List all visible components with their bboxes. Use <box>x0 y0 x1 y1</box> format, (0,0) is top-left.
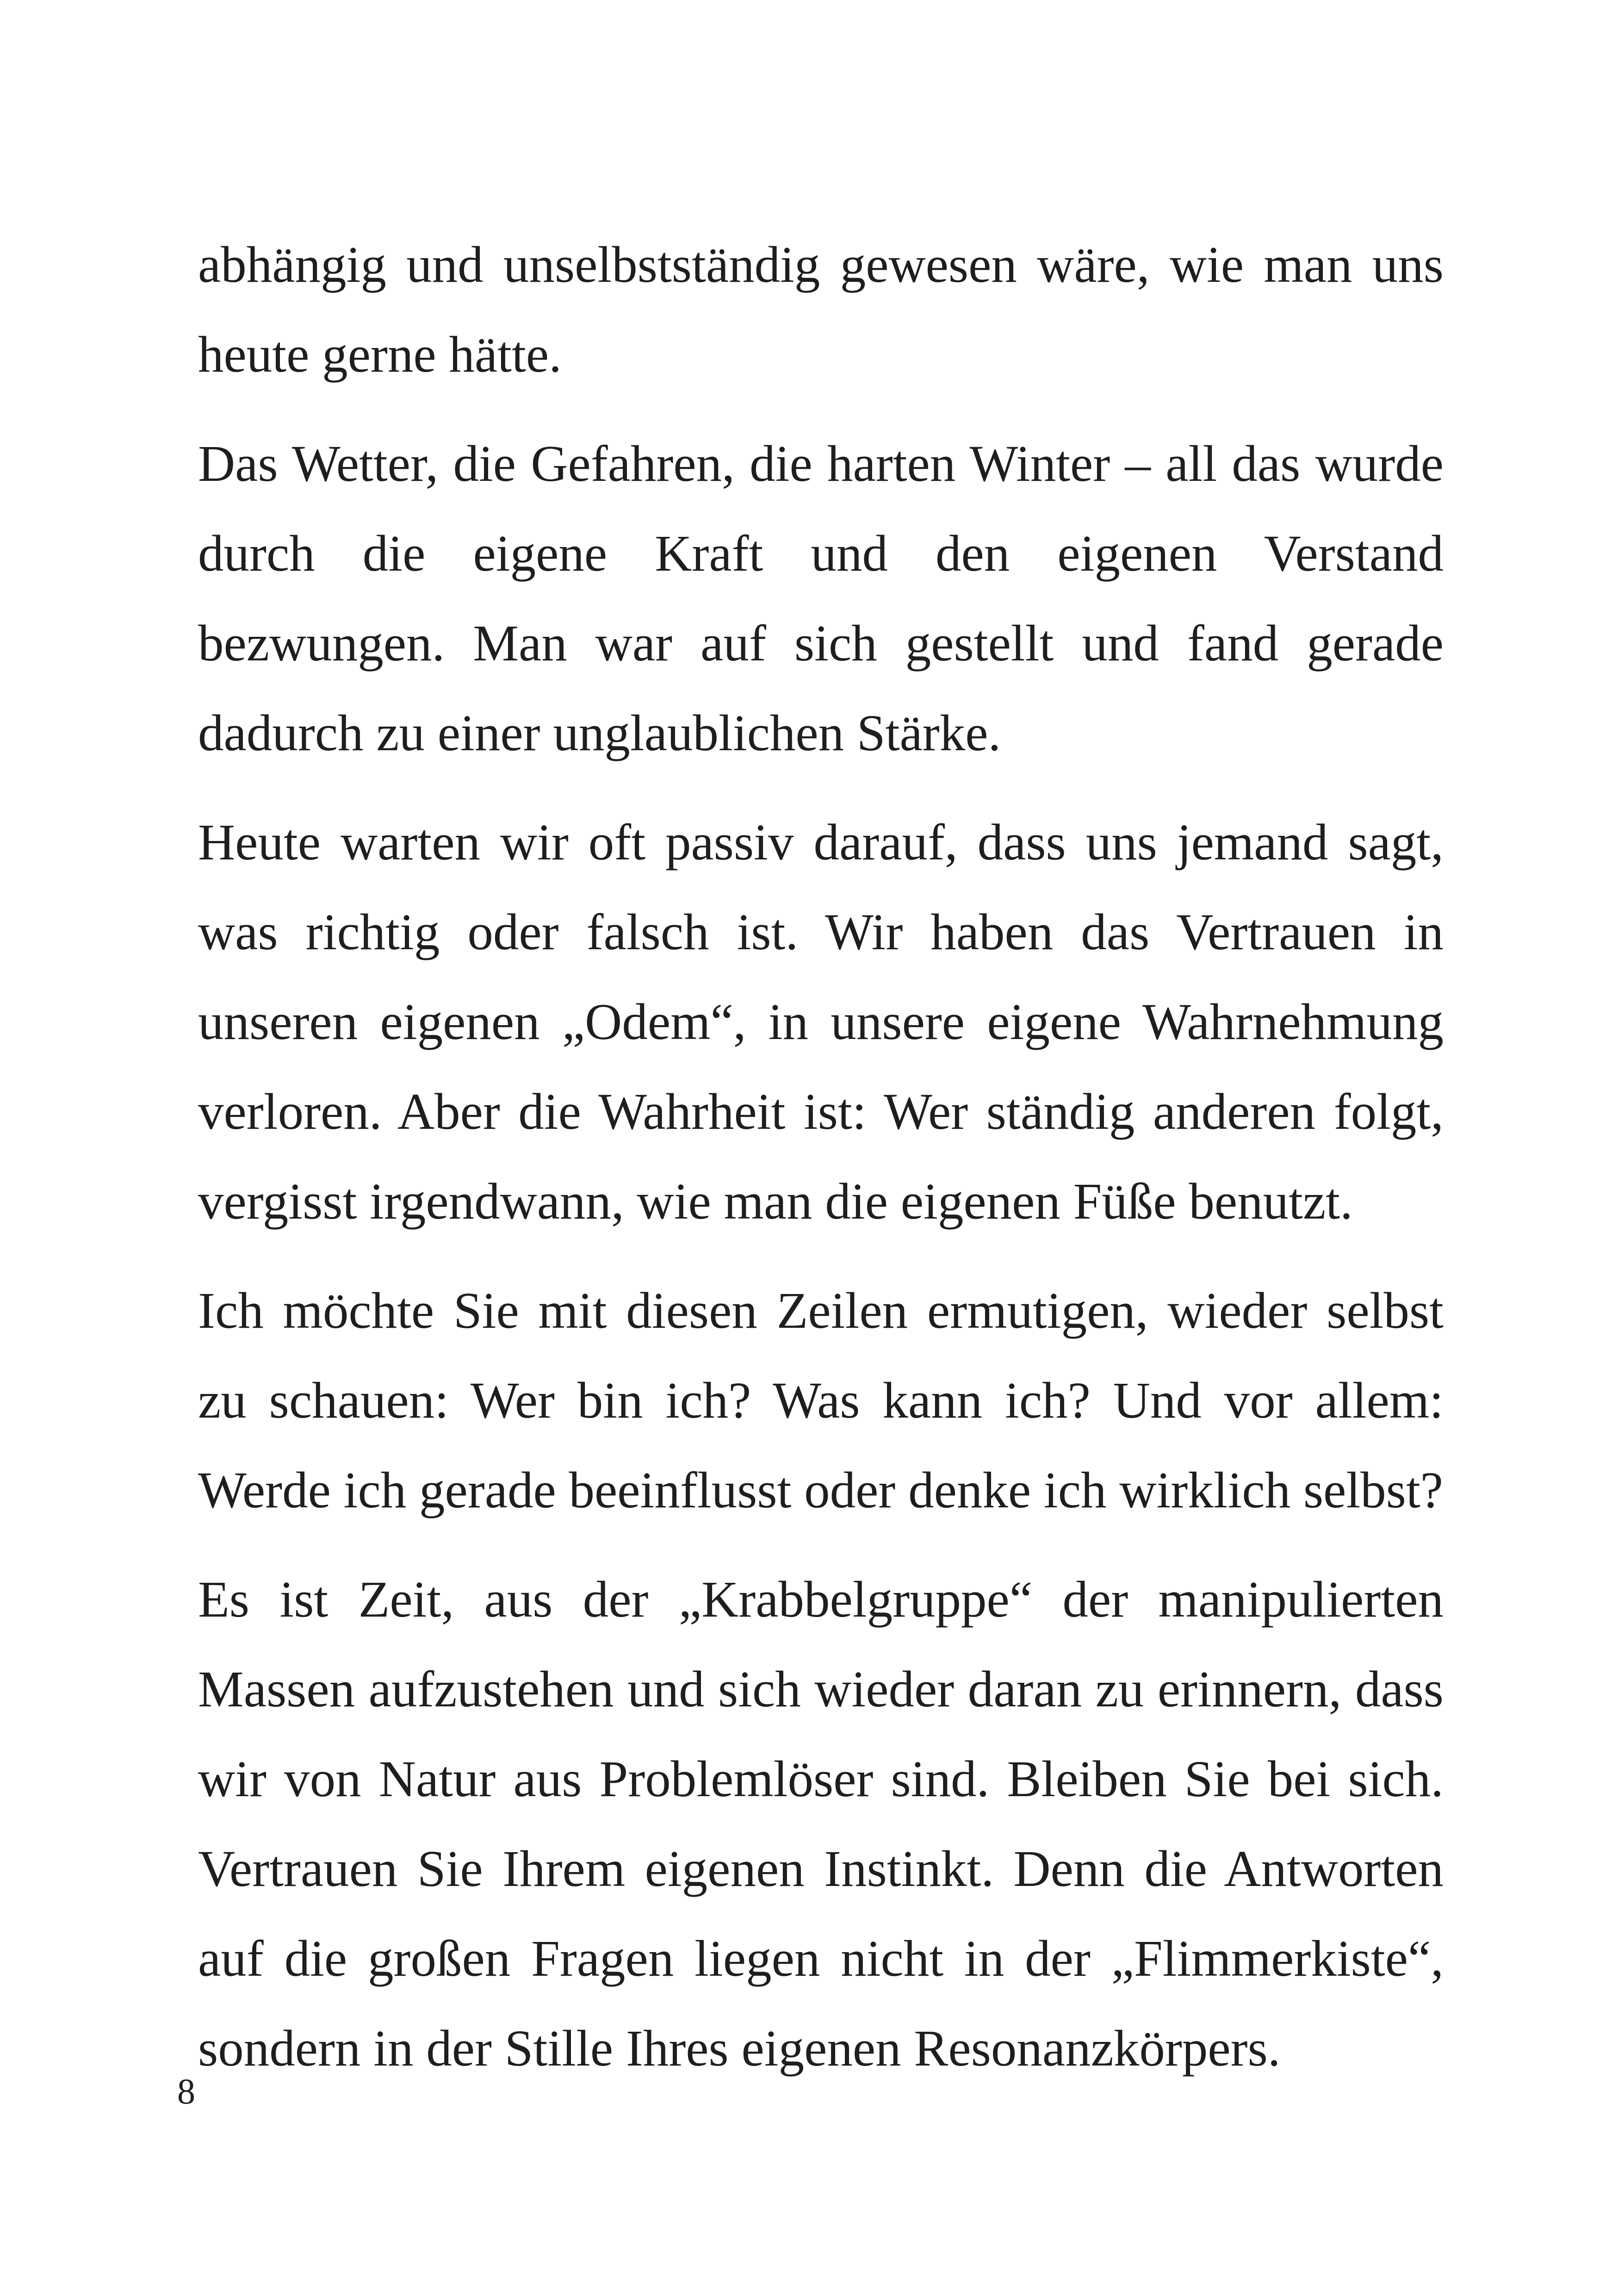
paragraph-1: abhängig und unselbstständig gewesen wäre, wie man uns heute gerne hätte. <box>198 236 1444 383</box>
paragraph-4: Ich möchte Sie mit diesen Zeilen ermutigen, wieder selbst zu schauen: Wer bin ich? Was kann ich? Und vor allem: Werde ich gerade beeinflusst oder denke ich wirklich selbst? <box>198 1282 1444 1519</box>
page-number: 8 <box>177 2071 195 2111</box>
body-text <box>198 220 1444 2094</box>
paragraph-3: Heute warten wir oft passiv darauf, dass uns jemand sagt, was richtig oder falsch ist. Wir haben das Vertrauen in unseren eigenen „Odem“, in unsere eigene Wahrnehmung verloren. Aber die Wahrheit ist: Wer ständig anderen folgt, vergisst irgendwann, wie man die eigenen Füße benutzt. <box>198 814 1444 1230</box>
paragraph-5: Es ist Zeit, aus der „Krabbelgruppe“ der manipulierten Massen aufzustehen und sich wieder daran zu erinnern, dass wir von Natur aus Problemlöser sind. Bleiben Sie bei sich. Vertrauen Sie Ihrem eigenen Instinkt. Denn die Antworten auf die großen Fragen liegen nicht in der „Flimmerkiste“, sondern in der Stille Ihres eigenen Resonanzkörpers. <box>198 1571 1444 2077</box>
paragraph-2: Das Wetter, die Gefahren, die harten Winter – all das wurde durch die eigene Kraft und den eigenen Verstand bezwungen. Man war auf sich gestellt und fand gerade dadurch zu einer unglaublichen Stärke. <box>198 436 1444 762</box>
